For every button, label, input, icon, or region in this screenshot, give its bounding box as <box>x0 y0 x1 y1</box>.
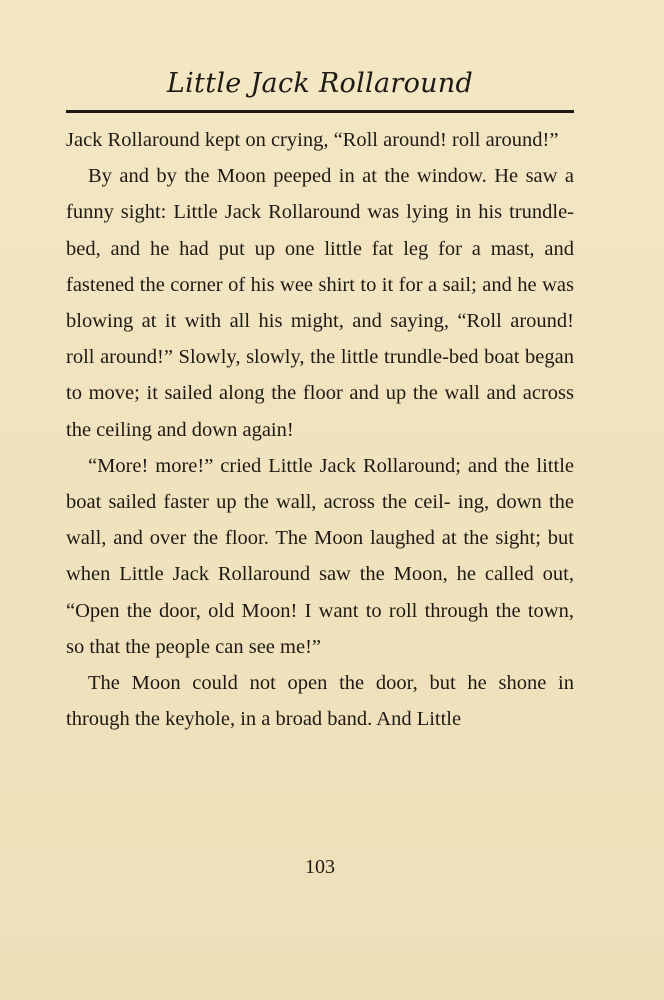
paragraph-4: The Moon could not open the door, but he shone in through the keyhole, in a broad band. And Little <box>66 672 574 731</box>
running-head-title: Little Jack Rollaround <box>166 68 474 99</box>
paragraph-3: “More! more!” cried Little Jack Rollaround; and the little boat sailed faster up the wall, across the ceil- ing, down the wall, and over the floor. The Moon laughed at the sight; but when Little Jack Rollaround saw the Moon, he called out, “Open the door, old Moon! I want to roll through the town, so that the people can see me!” <box>66 454 574 658</box>
page-number: 103 <box>305 856 335 878</box>
paragraph-2: By and by the Moon peeped in at the window. He saw a funny sight: Little Jack Rollaround was lying in his trundle-bed, and he had put up one little fat leg for a mast, and fastened the corner of his wee shirt to it for a sail; and he was blowing at it with all his might, and saying, “Roll around! roll around!” Slowly, slowly, the little trundle-bed boat began to move; it sailed along the floor and up the wall and across the ceiling and down again! <box>66 165 574 441</box>
header-rule <box>66 110 574 113</box>
paragraph-1: Jack Rollaround kept on crying, “Roll around! roll around!” <box>66 129 559 151</box>
body-text <box>66 122 574 737</box>
